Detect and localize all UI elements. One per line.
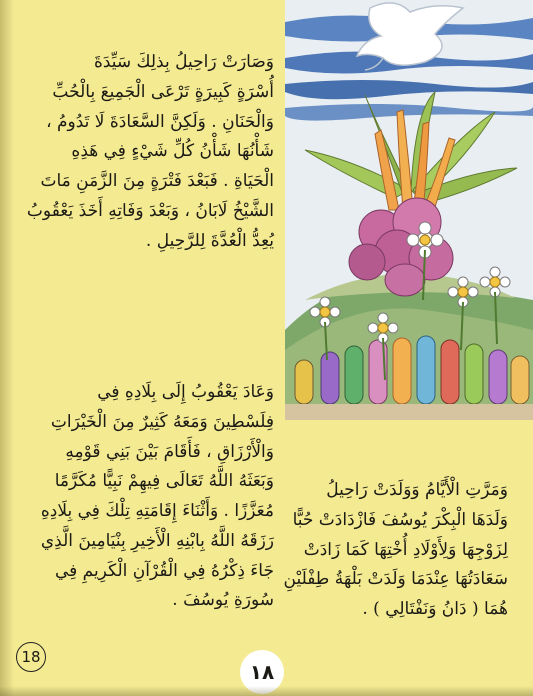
story-paragraph-3 <box>268 476 508 625</box>
text-line: وَمَرَّتِ الْأَيَّامُ وَوَلَدَتْ رَاحِيلُ <box>326 480 508 500</box>
text-line: لِزَوْجِهَا وَلِأَوْلَادِ أُخْتِهَا كَمَا زَادَتْ <box>303 539 508 560</box>
text-line: وَعَادَ يَعْقُوبُ إِلَى بِلَادِهِ فِي <box>97 382 274 402</box>
page-gutter-shadow <box>0 0 14 696</box>
text-line: شَأْنُهَا شَأْنُ كُلِّ شَيْءٍ فِي هَذِهِ <box>71 141 274 162</box>
text-line: وَالْأَرْزَاقِ ، فَأَقَامَ بَيْنَ بَنِي قَوْمِهِ <box>65 441 274 462</box>
page-bottom-shadow <box>0 686 533 696</box>
text-line: وَالْحَنَانِ . وَلَكِنَّ السَّعَادَةَ لَا تَدُومُ ، <box>46 111 274 132</box>
story-paragraph-1 <box>24 48 274 256</box>
text-line: وَبَعَثَهُ اللَّهُ تَعَالَى فِيهِمْ نَبِيًّا مُكَرَّمًا <box>54 471 274 492</box>
text-line: الْحَيَاةِ . فَبَعْدَ فَتْرَةٍ مِنَ الزَّمَنِ مَاتَ <box>40 171 274 191</box>
text-line: فِلَسْطِينَ وَمَعَهُ كَثِيرٌ مِنَ الْخَيْرَاتِ <box>50 411 274 432</box>
page-number-center: ١٨ <box>240 650 284 694</box>
text-line: جَاءَ ذِكْرُهُ فِي الْقُرْآنِ الْكَرِيمِ فِي <box>54 560 274 581</box>
text-line: هُمَا ( دَانُ وَنَفْتَالِي ) . <box>362 599 508 619</box>
text-line: رَزَقَهُ اللَّهُ بِابْنِهِ الْأَخِيرِ بِنْيَامِينَ الَّذِي <box>40 530 274 551</box>
page-number-corner: 18 <box>16 642 46 672</box>
dove-hill-illustration <box>285 0 533 420</box>
text-line: سُورَةِ يُوسُفَ . <box>172 590 274 611</box>
text-line: وَصَارَتْ رَاحِيلُ بِذلِكَ سَيِّدَةَ <box>93 52 274 72</box>
story-paragraph-2 <box>24 378 274 616</box>
text-line: الشَّيْخُ لَابَانُ ، وَبَعْدَ وَفَاتِهِ أَخَذَ يَعْقُوبُ <box>26 200 274 221</box>
text-line: مُعَزَّزًا . وَأَثْنَاءَ إِقَامَتِهِ تِلْكَ فِي بِلَادِهِ <box>40 501 274 521</box>
text-line: أُسْرَةٍ كَبِيرَةٍ تَرْعَى الْجَمِيعَ بِالْحُبِّ <box>52 81 274 102</box>
story-illustration <box>285 0 533 420</box>
text-line: سَعَادَتُهَا عِنْدَمَا وَلَدَتْ بَلْهَةُ طِفْلَيْنِ <box>283 569 508 590</box>
text-line: يُعِدُّ الْعُدَّةَ لِلرَّحِيلِ . <box>145 230 274 251</box>
text-line: وَلَدَهَا الْبِكْرَ يُوسُفَ فَازْدَادَتْ حُبًّا <box>292 509 508 530</box>
